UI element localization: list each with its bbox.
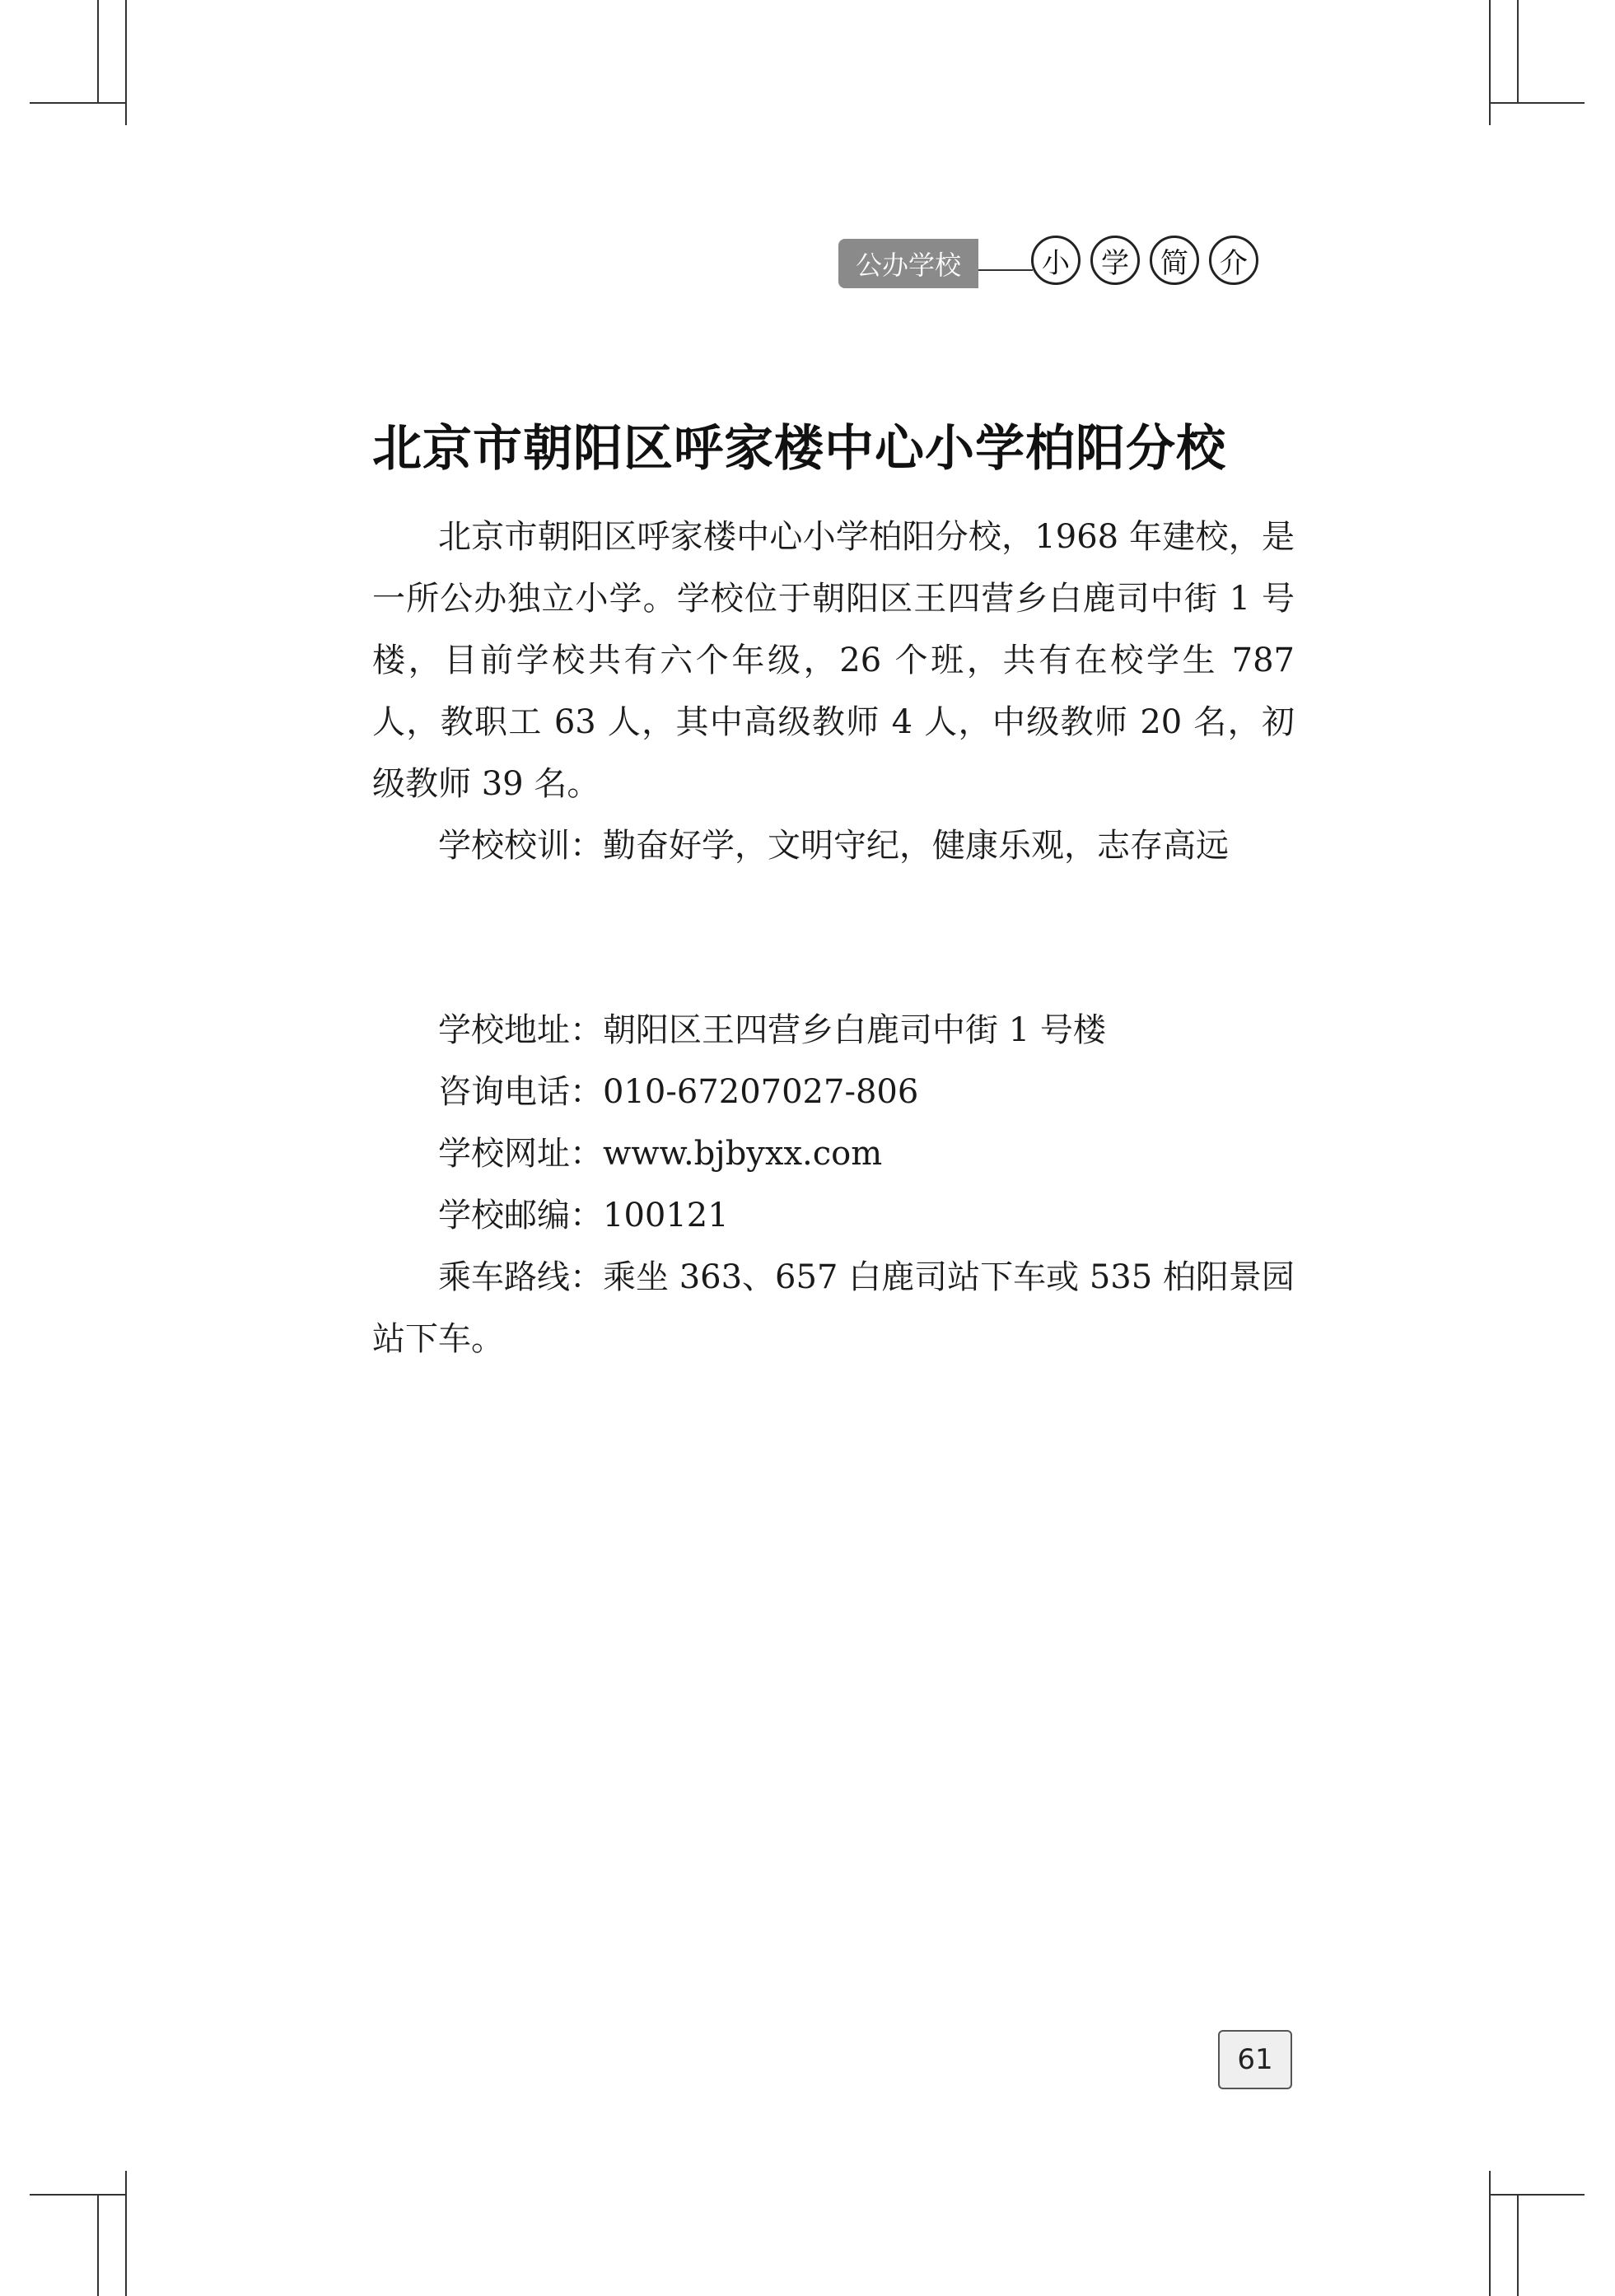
info-website: 学校网址：www.bjbyxx.com (438, 1135, 883, 1173)
info-postcode: 学校邮编：100121 (438, 1197, 729, 1234)
crop-mark (1489, 2194, 1585, 2196)
page-number: 61 (1218, 2030, 1292, 2089)
header-connector-line (978, 269, 1033, 271)
crop-mark (125, 0, 127, 125)
crop-mark (1489, 0, 1491, 125)
crop-mark (30, 2194, 125, 2196)
crop-mark (97, 2194, 99, 2296)
section-title-char: 学 (1090, 236, 1140, 285)
section-title-char: 小 (1031, 236, 1081, 285)
section-title-char: 介 (1209, 236, 1258, 285)
crop-mark (1489, 102, 1585, 104)
info-route: 乘车路线：乘坐 363、657 白鹿司站下车或 535 柏阳景园站下车。 (372, 1258, 1295, 1358)
intro-text (372, 506, 1295, 877)
section-title (1031, 236, 1258, 285)
crop-mark (97, 0, 99, 102)
info-phone: 咨询电话：010-67207027-806 (438, 1073, 919, 1111)
school-info (372, 1000, 1295, 1370)
crop-mark (125, 2171, 127, 2296)
crop-mark (1517, 0, 1519, 102)
section-badge: 公办学校 (838, 239, 978, 288)
page-title: 北京市朝阳区呼家楼中心小学柏阳分校 (372, 420, 1226, 478)
crop-mark (1517, 2194, 1519, 2296)
intro-paragraph: 北京市朝阳区呼家楼中心小学柏阳分校，1968 年建校，是一所公办独立小学。学校位于朝阳区王四营乡白鹿司中街 1 号楼，目前学校共有六个年级，26 个班，共有在校学生 787 人，教职工 63 人，其中高级教师 4 人，中级教师 20 名，初级教师 39 名。 (372, 518, 1295, 803)
crop-mark (30, 102, 125, 104)
motto-paragraph: 学校校训：勤奋好学，文明守纪，健康乐观，志存高远 (438, 827, 1229, 865)
section-title-char: 简 (1150, 236, 1199, 285)
crop-mark (1489, 2171, 1491, 2296)
info-address: 学校地址：朝阳区王四营乡白鹿司中街 1 号楼 (438, 1011, 1106, 1049)
